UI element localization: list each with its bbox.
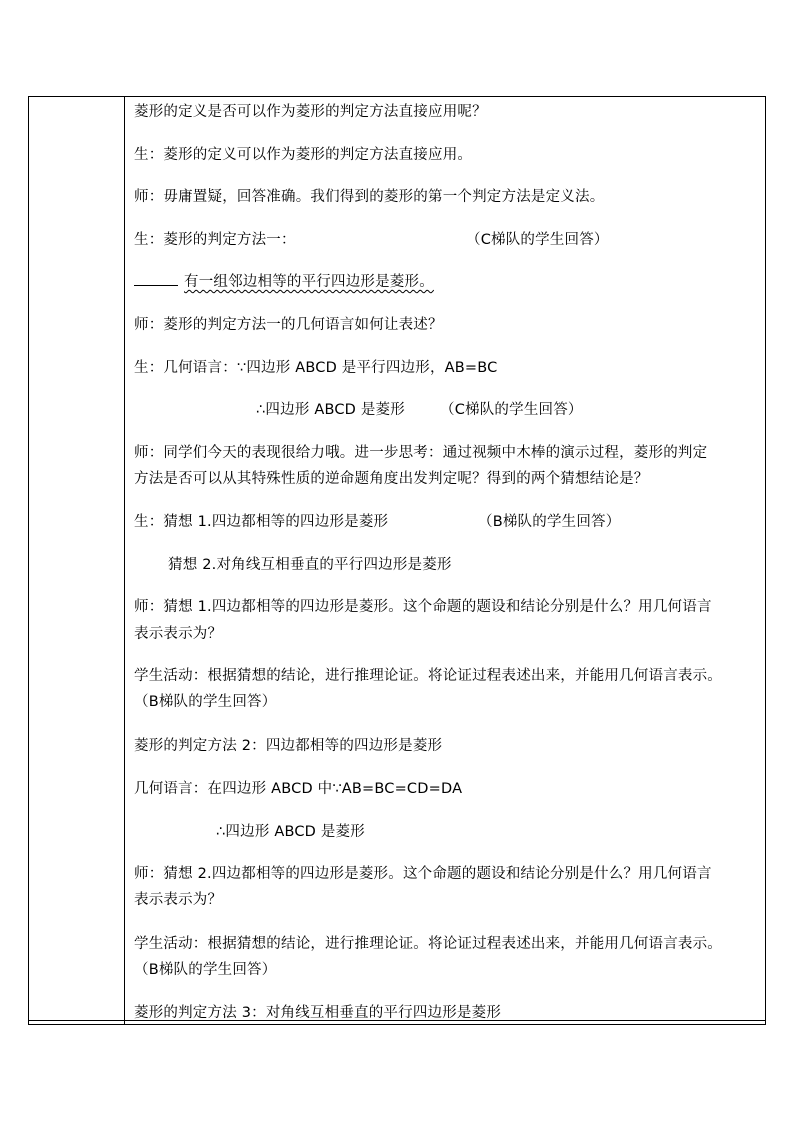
conclusion-line: ∴四边形 ABCD 是菱形 (256, 402, 405, 418)
answer-note: （C梯队的学生回答） (466, 232, 609, 248)
text-line: 菱形的判定方法 3：对角线互相垂直的平行四边形是菱形 (134, 1005, 502, 1021)
text-line: 方法是否可以从其特殊性质的逆命题角度出发判定呢？得到的两个猜想结论是？ (134, 471, 649, 487)
definition-text: 有一组邻边相等的平行四边形是菱形。 (184, 274, 434, 290)
answer-note: （B梯队的学生回答） (478, 514, 621, 530)
blank-underline (134, 273, 178, 286)
text-line: 师：猜想 2.四边都相等的四边形是菱形。这个命题的题设和结论分别是什么？用几何语言 (134, 866, 712, 882)
answer-note: （C梯队的学生回答） (440, 402, 583, 418)
text-line: 学生活动：根据猜想的结论，进行推理论证。将论证过程表述出来，并能用几何语言表示。 (134, 936, 722, 952)
text-line: 学生活动：根据猜想的结论，进行推理论证。将论证过程表述出来，并能用几何语言表示。 (134, 668, 722, 684)
answer-note: （B梯队的学生回答） (134, 962, 277, 978)
text-line: 生：几何语言：∵四边形 ABCD 是平行四边形，AB=BC (134, 360, 498, 376)
text-line: 生：菱形的判定方法一： (134, 232, 296, 248)
answer-note: （B梯队的学生回答） (134, 694, 277, 710)
text-line: 生：菱形的定义可以作为菱形的判定方法直接应用。 (134, 147, 473, 163)
text-line: 师：同学们今天的表现很给力哦。进一步思考：通过视频中木棒的演示过程，菱形的判定 (134, 445, 708, 461)
text-line: 猜想 2.对角线互相垂直的平行四边形是菱形 (168, 557, 452, 573)
text-line: 师：毋庸置疑，回答准确。我们得到的菱形的第一个判定方法是定义法。 (134, 189, 605, 205)
conclusion-line: ∴四边形 ABCD 是菱形 (216, 824, 365, 840)
text-line: 菱形的判定方法 2：四边都相等的四边形是菱形 (134, 738, 443, 754)
text-line: 几何语言：在四边形 ABCD 中∵AB=BC=CD=DA (134, 781, 463, 797)
text-line: 师：菱形的判定方法一的几何语言如何让表述？ (134, 317, 443, 333)
text-line: 表示表示为？ (134, 892, 223, 908)
text-line: 表示表示为？ (134, 626, 223, 642)
text-line: 菱形的定义是否可以作为菱形的判定方法直接应用呢？ (134, 104, 487, 120)
column-divider (124, 97, 125, 1024)
definition-line (134, 270, 434, 294)
text-line: 师：猜想 1.四边都相等的四边形是菱形。这个命题的题设和结论分别是什么？用几何语言 (134, 599, 712, 615)
text-line: 生：猜想 1.四边都相等的四边形是菱形 (134, 514, 389, 530)
